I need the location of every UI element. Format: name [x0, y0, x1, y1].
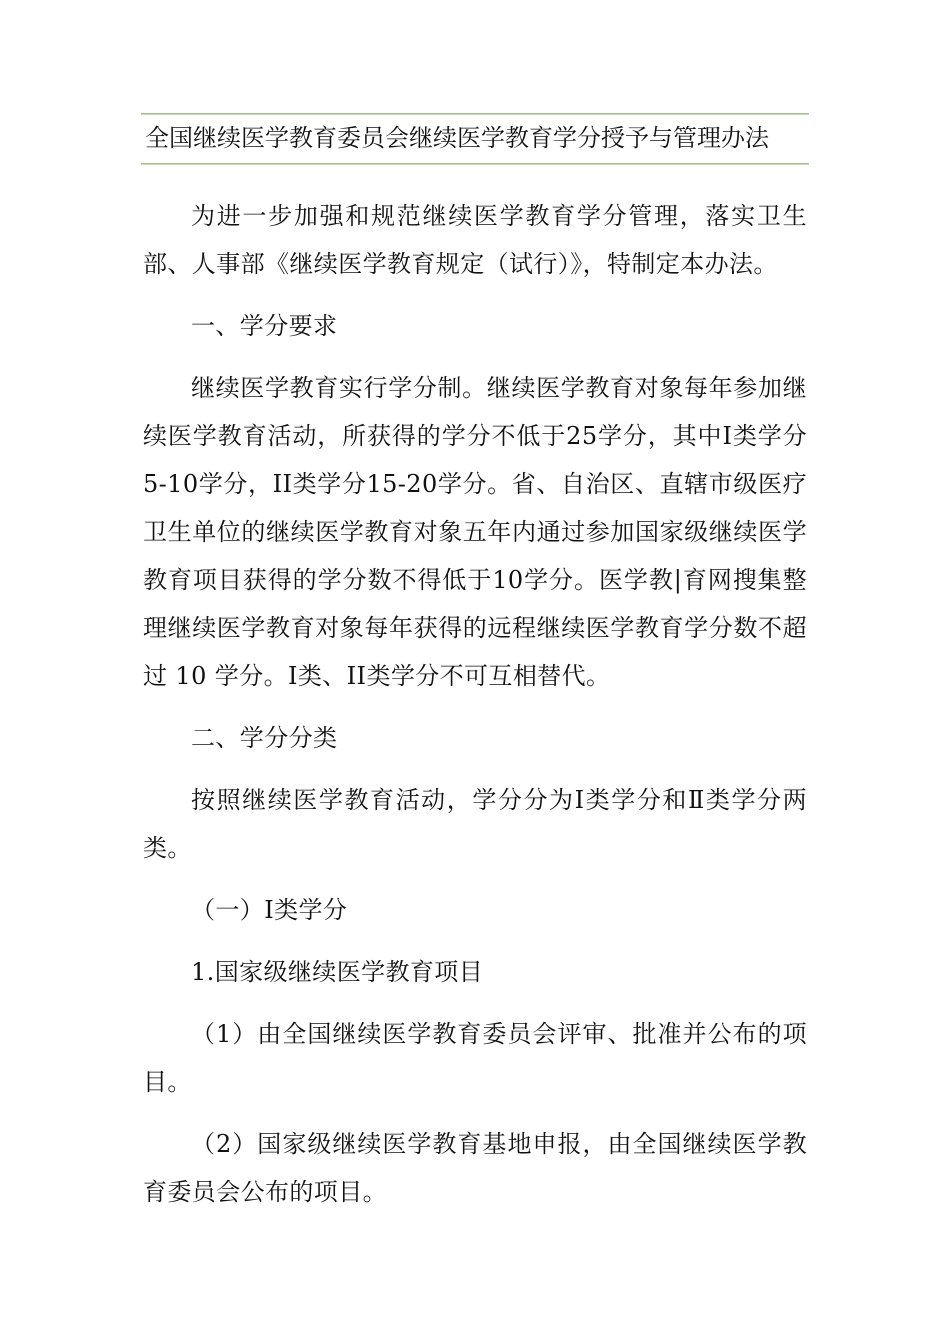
paragraph-intro: 为进一步加强和规范继续医学教育学分管理，落实卫生部、人事部《继续医学教育规定（试行）》，特制定本办法。: [143, 202, 807, 278]
title-bottom-rule: [141, 163, 809, 165]
title-top-rule: [141, 113, 809, 115]
heading-credit-classification: 二、学分分类: [191, 724, 338, 752]
document-body: [143, 192, 807, 1216]
paragraph-credit-requirements: 继续医学教育实行学分制。继续医学教育对象每年参加继续医学教育活动，所获得的学分不低于25学分，其中I类学分5-10学分，II类学分15-20学分。省、自治区、直辖市级医疗卫生单位的继续医学教育对象五年内通过参加国家级继续医学教育项目获得的学分数不得低于10学分。医学教|育网搜集整理继续医学教育对象每年获得的远程继续医学教育学分数不超过 10 学分。I类、II类学分不可互相替代。: [143, 374, 807, 690]
heading-national-projects: 1.国家级继续医学教育项目: [191, 958, 484, 986]
document-title: 全国继续医学教育委员会继续医学教育学分授予与管理办法: [145, 124, 769, 152]
title-block: [141, 113, 809, 167]
list-item-1: （1）由全国继续医学教育委员会评审、批准并公布的项目。: [143, 1020, 807, 1096]
list-item-2: （2）国家级继续医学教育基地申报，由全国继续医学教育委员会公布的项目。: [143, 1130, 807, 1206]
heading-credit-requirements: 一、学分要求: [191, 312, 338, 340]
heading-class-one-credits: （一）Ⅰ类学分: [191, 896, 348, 924]
paragraph-credit-classification: 按照继续医学教育活动，学分分为Ⅰ类学分和Ⅱ类学分两类。: [143, 786, 807, 862]
